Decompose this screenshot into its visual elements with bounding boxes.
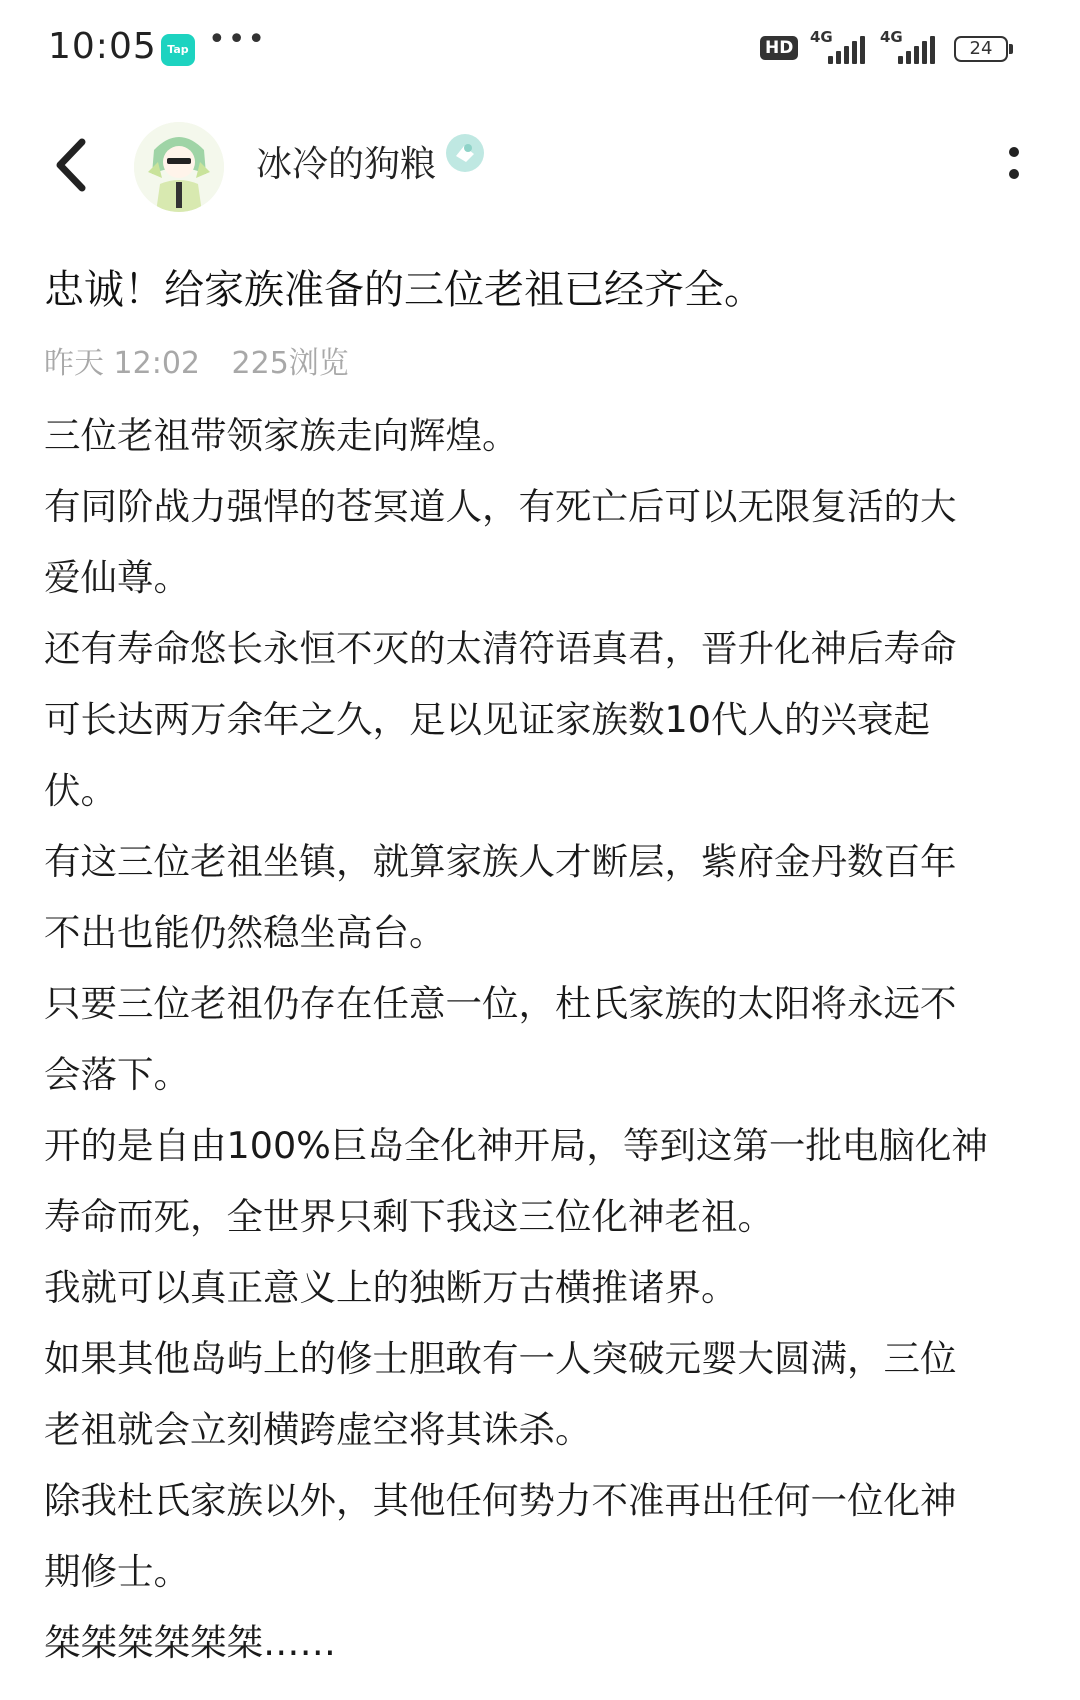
more-notifications-icon: •••	[208, 22, 268, 57]
avatar[interactable]	[134, 122, 224, 212]
tap-app-icon: Tap	[161, 34, 195, 66]
battery-tip	[1009, 44, 1013, 54]
body-line: 桀桀桀桀桀桀……	[44, 1621, 336, 1664]
post-meta	[44, 338, 371, 382]
body-line: 会落下。	[44, 1053, 190, 1096]
body-line: 如果其他岛屿上的修士胆敢有一人突破元婴大圆满，三位	[44, 1337, 957, 1380]
body-line: 有这三位老祖坐镇，就算家族人才断层，紫府金丹数百年	[44, 840, 957, 883]
body-line: 伏。	[44, 769, 117, 812]
vertical-dots-icon	[1002, 138, 1026, 188]
body-line: 还有寿命悠长永恒不灭的太清符语真君，晋升化神后寿命	[44, 627, 957, 670]
post-header	[0, 110, 1080, 220]
post-views: 225浏览	[231, 346, 349, 381]
body-line: 爱仙尊。	[44, 556, 190, 599]
body-line: 开的是自由100%巨岛全化神开局，等到这第一批电脑化神	[44, 1124, 988, 1167]
status-time: 10:05	[48, 26, 157, 67]
body-line: 三位老祖带领家族走向辉煌。	[44, 414, 519, 457]
body-line: 我就可以真正意义上的独断万古横推诸界。	[44, 1266, 738, 1309]
body-line: 期修士。	[44, 1550, 190, 1593]
battery-icon: 24	[954, 36, 1008, 62]
body-line: 可长达两万余年之久，足以见证家族数10代人的兴衰起	[44, 698, 930, 741]
hd-voice-icon: HD	[760, 36, 798, 60]
post-body	[44, 400, 1044, 1678]
body-line: 老祖就会立刻横跨虚空将其诛杀。	[44, 1408, 592, 1451]
post-title: 忠诚！给家族准备的三位老祖已经齐全。	[44, 267, 764, 313]
back-button[interactable]	[48, 132, 98, 198]
body-line: 除我杜氏家族以外，其他任何势力不准再出任何一位化神	[44, 1479, 957, 1522]
status-bar	[0, 0, 1080, 100]
body-line: 寿命而死，全世界只剩下我这三位化神老祖。	[44, 1195, 774, 1238]
body-line: 有同阶战力强悍的苍冥道人，有死亡后可以无限复活的大	[44, 485, 957, 528]
post-date: 昨天 12:02	[44, 346, 200, 381]
username[interactable]: 冰冷的狗粮	[256, 144, 437, 185]
verified-badge-icon	[444, 132, 486, 174]
signal-icon-2: 4G	[880, 28, 940, 68]
chevron-left-icon	[48, 132, 98, 198]
more-options-button[interactable]	[1002, 138, 1026, 188]
signal-icon: 4G	[810, 28, 870, 68]
body-line: 只要三位老祖仍存在任意一位，杜氏家族的太阳将永远不	[44, 982, 957, 1025]
body-line: 不出也能仍然稳坐高台。	[44, 911, 446, 954]
